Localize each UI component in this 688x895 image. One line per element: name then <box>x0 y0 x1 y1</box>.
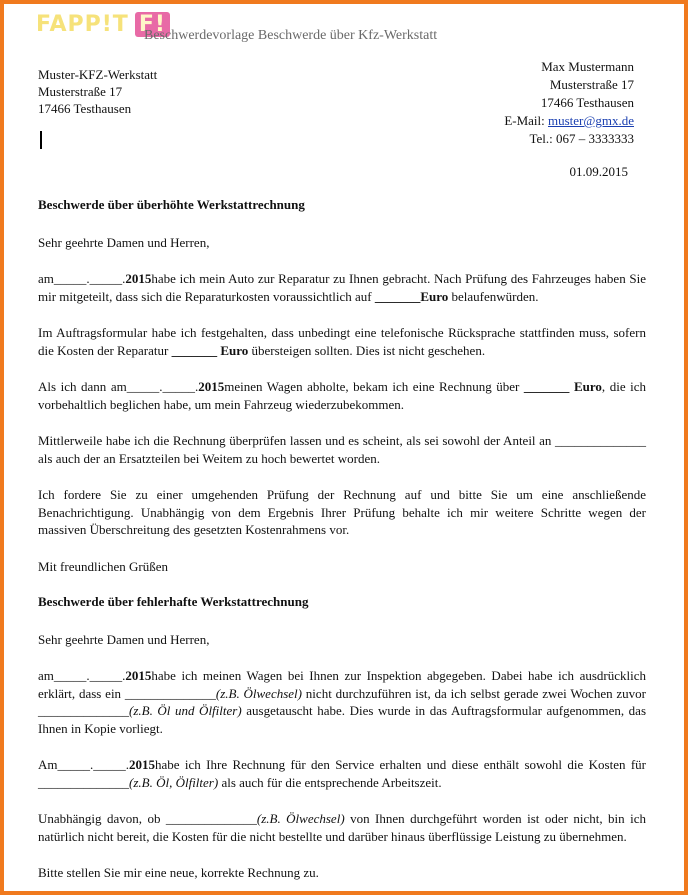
recipient-name: Max Mustermann <box>541 59 634 74</box>
letter2-salutation: Sehr geehrte Damen und Herren, <box>38 631 210 647</box>
letter2-paragraph-3: Unabhängig davon, ob ______________(z.B. Ölwechsel) von Ihnen durchgeführt worden ist oder nicht, bin ich natürlich nicht bereit, die Kosten für die nicht bestellte und darüber hinaus überflüssige Leistung zu übernehmen. <box>38 811 646 844</box>
letter1-paragraph-1: am_____._____.2015habe ich mein Auto zur Reparatur zu Ihnen gebracht. Nach Prüfung des Fahrzeuges haben Sie mir mitgeteilt, dass sich die Reparaturkosten voraussichtlich auf _______Euro belaufenwürden. <box>38 271 646 304</box>
logo-box: F! <box>135 12 170 37</box>
letter-body <box>38 196 646 895</box>
recipient-address <box>504 58 634 148</box>
email-link[interactable]: muster@gmx.de <box>548 113 634 128</box>
letter2-paragraph-1: am_____._____.2015habe ich meinen Wagen bei Ihnen zur Inspektion abgegeben. Dabei habe ich ausdrücklich erklärt, dass ein ______________(z.B. Ölwechsel) nicht durchzuführen ist, da ich selbst gerade zwei Wochen zuvor ______________(z.B. Öl und Ölfilter) ausgetauscht habe. Dies wurde in das Auftragsformular aufgenommen, das Ihnen in Kopie vorliegt. <box>38 668 647 736</box>
recipient-phone: Tel.: 067 – 3333333 <box>529 131 634 146</box>
letter-date: 01.09.2015 <box>569 164 628 179</box>
letter2-paragraph-4: Bitte stellen Sie mir eine neue, korrekte Rechnung zu. <box>38 865 319 880</box>
sender-street: Musterstraße 17 <box>38 84 123 99</box>
letter1-salutation: Sehr geehrte Damen und Herren, <box>38 234 210 250</box>
text-cursor <box>40 131 42 149</box>
logo-text: FAPP!T <box>36 12 129 37</box>
recipient-street: Musterstraße 17 <box>549 77 634 92</box>
recipient-city: 17466 Testhausen <box>540 95 634 110</box>
letter1-paragraph-5: Ich fordere Sie zu einer umgehenden Prüfung der Rechnung auf und bitte Sie um eine anschließende Benachrichtigung. Unabhängig von dem Ergebnis Ihrer Prüfung behalte ich mir weitere Schritte wegen der massiven Überschreitung des gesetzten Kostenrahmens vor. <box>38 487 646 537</box>
sender-city: 17466 Testhausen <box>38 101 132 116</box>
letter1-closing: Mit freundlichen Grüßen <box>38 558 168 574</box>
page-title: Beschwerdevorlage Beschwerde über Kfz-Werkstatt <box>144 28 438 43</box>
letter1-paragraph-3: Als ich dann am_____._____.2015meinen Wagen abholte, bekam ich eine Rechnung über _______ Euro, die ich vorbehaltlich beglichen habe, um mein Fahrzeug wiederzubekommen. <box>38 379 647 412</box>
letter2-paragraph-2: Am_____._____.2015habe ich Ihre Rechnung für den Service erhalten und diese enthält sowohl die Kosten für ______________(z.B. Öl, Ölfilter) als auch für die entsprechende Arbeitszeit. <box>38 757 646 790</box>
letter1-paragraph-2: Im Auftragsformular habe ich festgehalten, dass unbedingt eine telefonische Rücksprache stattfinden muss, sofern die Kosten der Reparatur _______ Euro übersteigen sollten. Dies ist nicht geschehen. <box>38 325 646 358</box>
letter2-heading: Beschwerde über fehlerhafte Werkstattrechnung <box>38 594 309 609</box>
sender-address <box>38 66 157 117</box>
letter1-heading: Beschwerde über überhöhte Werkstattrechnung <box>38 197 305 212</box>
sender-company: Muster-KFZ-Werkstatt <box>38 67 158 82</box>
letter1-paragraph-4: Mittlerweile habe ich die Rechnung überprüfen lassen und es scheint, als sei sowohl der Anteil an ______________ als auch der an Ersatzteilen bei Weitem zu hoch bewertet worden. <box>38 433 646 466</box>
recipient-email: E-Mail: muster@gmx.de <box>504 113 634 128</box>
